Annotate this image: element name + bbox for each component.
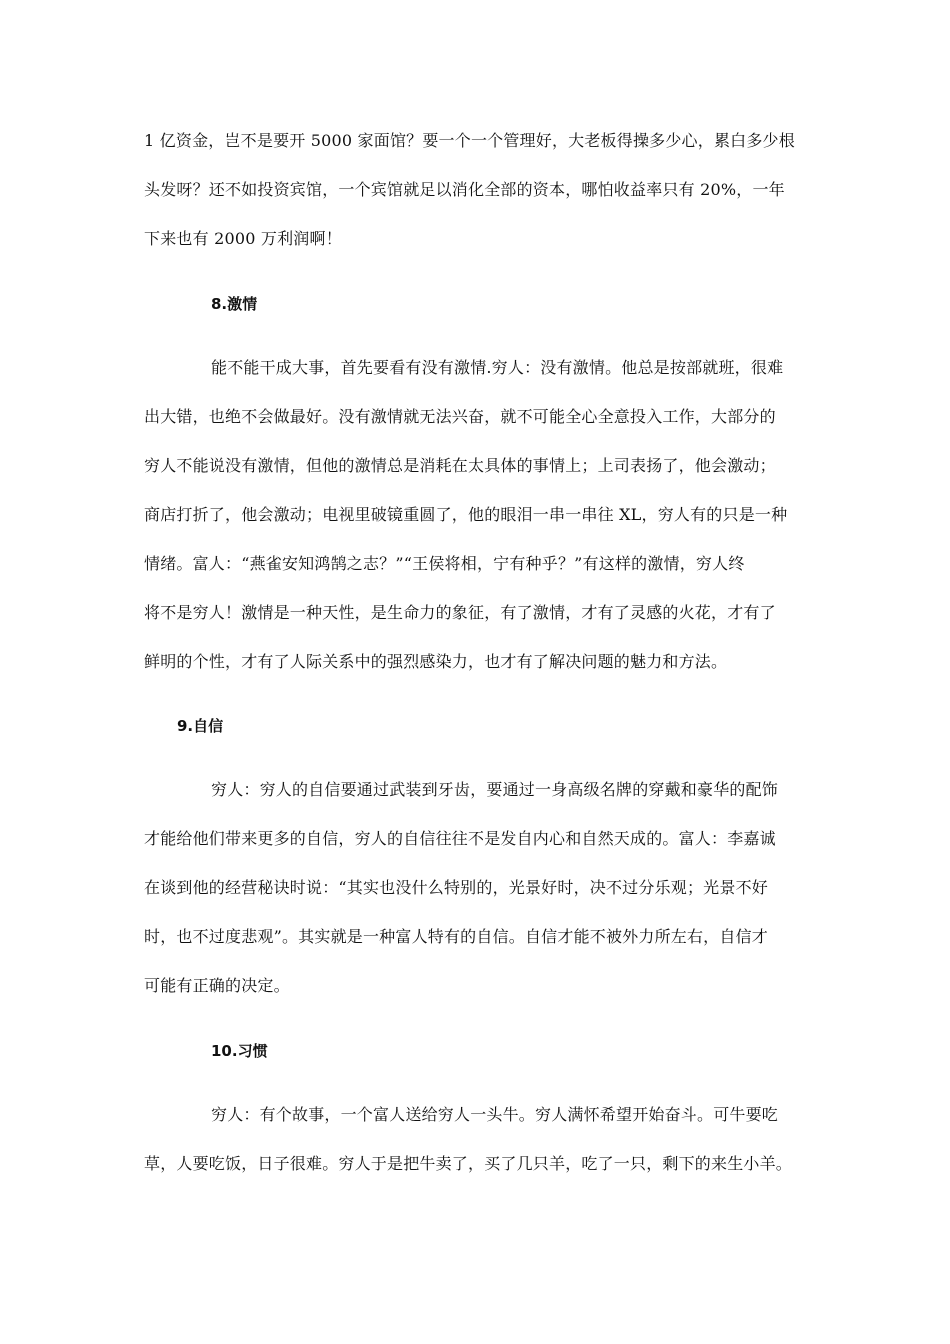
section-heading-passion: 8.激情 [211,295,258,313]
passion-line-5: 情绪。富人：“燕雀安知鸿鹄之志？”“王侯将相，宁有种乎？”有这样的激情，穷人终 [144,554,745,573]
passion-line-3: 穷人不能说没有激情，但他的激情总是消耗在太具体的事情上；上司表扬了，他会激动； [144,456,776,475]
passion-line-1: 能不能干成大事，首先要看有没有激情.穷人：没有激情。他总是按部就班，很难 [211,358,784,377]
intro-line-1: 1 亿资金，岂不是要开 5000 家面馆？要一个一个管理好，大老板得操多少心，累白多少根 [144,131,795,150]
confidence-line-2: 才能给他们带来更多的自信，穷人的自信往往不是发自内心和自然天成的。富人：李嘉诚 [144,829,776,848]
passion-line-6: 将不是穷人！激情是一种天性，是生命力的象征，有了激情，才有了灵感的火花，才有了 [144,603,776,622]
habit-line-2: 草，人要吃饭，日子很难。穷人于是把牛卖了，买了几只羊，吃了一只，剩下的来生小羊。 [144,1154,793,1173]
passion-line-4: 商店打折了，他会激动；电视里破镜重圆了，他的眼泪一串一串往 XL，穷人有的只是一种 [144,505,788,524]
section-heading-confidence: 9.自信 [177,717,224,735]
confidence-line-4: 时，也不过度悲观”。其实就是一种富人特有的自信。自信才能不被外力所左右，自信才 [144,927,768,946]
confidence-line-1: 穷人：穷人的自信要通过武装到牙齿，要通过一身高级名牌的穿戴和豪华的配饰 [211,780,779,799]
intro-line-2: 头发呀？还不如投资宾馆，一个宾馆就足以消化全部的资本，哪怕收益率只有 20%，一年 [144,180,785,199]
intro-line-3: 下来也有 2000 万利润啊！ [144,229,342,248]
passion-line-2: 出大错，也绝不会做最好。没有激情就无法兴奋，就不可能全心全意投入工作，大部分的 [144,407,776,426]
habit-line-1: 穷人：有个故事，一个富人送给穷人一头牛。穷人满怀希望开始奋斗。可牛要吃 [211,1105,779,1124]
confidence-line-5: 可能有正确的决定。 [144,976,290,995]
section-heading-habit: 10.习惯 [211,1042,268,1060]
confidence-line-3: 在谈到他的经营秘诀时说：“其实也没什么特别的，光景好时，决不过分乐观；光景不好 [144,878,768,897]
passion-line-7: 鲜明的个性，才有了人际关系中的强烈感染力，也才有了解决问题的魅力和方法。 [144,652,728,671]
